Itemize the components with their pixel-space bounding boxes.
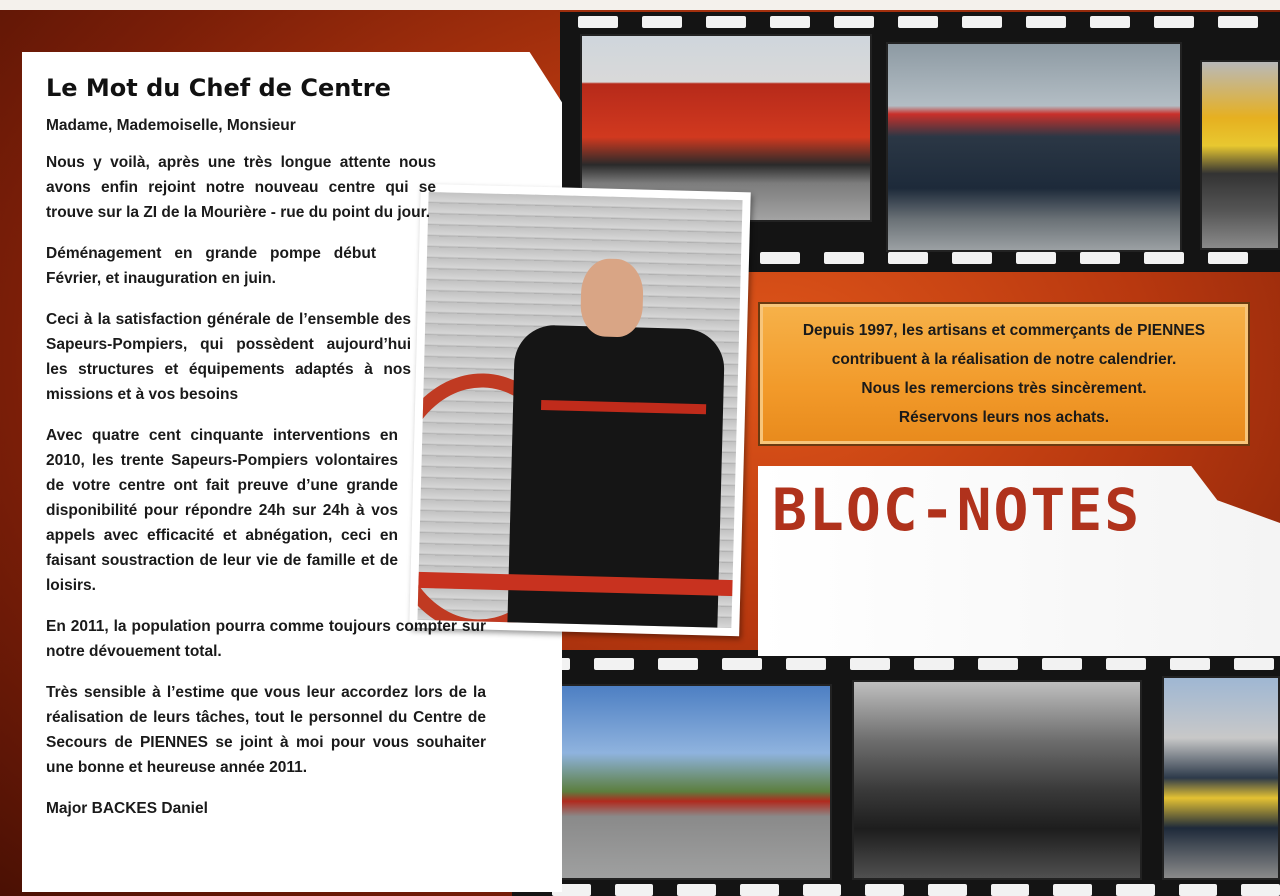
info-line-3: Nous les remercions très sincèrement.: [861, 380, 1147, 397]
film-perforations-top: [560, 16, 1280, 30]
interior-training-photo: [852, 680, 1142, 880]
letter-paragraph-2: Déménagement en grande pompe début Février, et inauguration en juin.: [46, 245, 376, 287]
letter-text: [46, 76, 486, 821]
letter-paragraph-1: Nous y voilà, après une très longue attente nous avons enfin rejoint notre nouveau centre qui se trouve sur la ZI de la Mourière - rue du point du jour.: [46, 154, 436, 221]
film-perforations-bottom: [512, 658, 1280, 672]
info-line-4: Réservons leurs nos achats.: [898, 409, 1110, 426]
firefighter-closeup-photo: [1200, 60, 1280, 250]
info-line-1: Depuis 1997, les artisans et commerçants de PIENNES: [802, 322, 1206, 339]
sponsor-info-box: [758, 302, 1250, 446]
page-top-edge: [0, 0, 1280, 10]
letter-signature: Major BACKES Daniel: [46, 800, 208, 817]
letter-salutation: Madame, Mademoiselle, Monsieur: [46, 117, 296, 134]
letter-paragraph-3: Ceci à la satisfaction générale de l’ensemble des Sapeurs-Pompiers, qui possèdent aujourd’hui les structures et équipements adaptés à nos missions et à vos besoins: [46, 311, 411, 403]
drill-exercise-photo: [1162, 676, 1280, 880]
letter-paragraph-6: Très sensible à l’estime que vous leur accordez lors de la réalisation de leurs tâches, tout le personnel du Centre de Secours de PIENNES se joint à moi pour vous souhaiter une bonne et heureuse année 2011.: [46, 684, 486, 776]
letter-title: Le Mot du Chef de Centre: [46, 74, 391, 102]
bloc-notes-title: BLOC-NOTES: [772, 476, 1142, 544]
team-group-photo: [886, 42, 1182, 252]
letter-paragraph-5: En 2011, la population pourra comme toujours compter sur notre dévouement total.: [46, 618, 486, 660]
fire-station-building-photo: [538, 684, 832, 880]
bottom-film-strip: [512, 650, 1280, 896]
chief-head: [580, 258, 644, 338]
letter-paragraph-4: Avec quatre cent cinquante interventions en 2010, les trente Sapeurs-Pompiers volontaires de votre centre ont fait preuve d’une grande disponibilité pour répondre 24h sur 24h à vos appels avec efficacité et abnégation, ceci en faisant soustraction de leur vie de famille et de loisirs.: [46, 427, 398, 594]
info-line-2: contribuent à la réalisation de notre calendrier.: [831, 351, 1177, 368]
film-perforations-bottom-lower: [512, 884, 1280, 896]
